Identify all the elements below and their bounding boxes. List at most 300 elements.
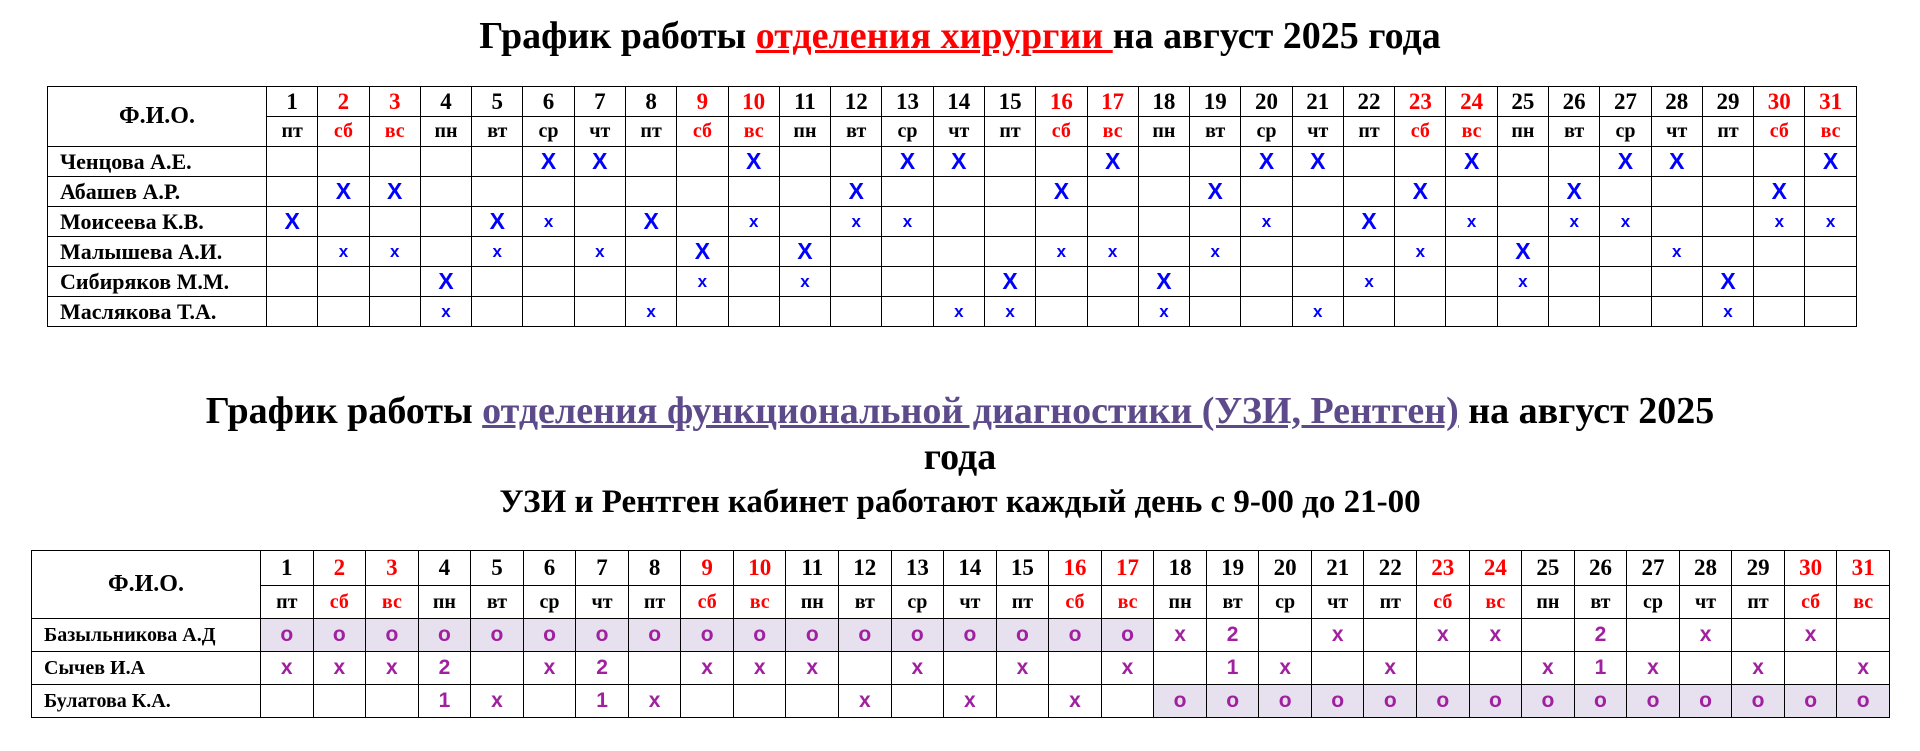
schedule-mark: X — [335, 178, 352, 204]
schedule-cell — [574, 237, 625, 267]
day-number: 5 — [472, 87, 523, 117]
day-number: 30 — [1784, 551, 1837, 586]
schedule-cell — [366, 652, 419, 685]
schedule-cell — [1395, 237, 1446, 267]
schedule-mark: x — [595, 241, 605, 261]
weekday: вс — [728, 117, 779, 147]
schedule-cell — [366, 685, 419, 718]
weekday: пт — [267, 117, 318, 147]
day-number: 17 — [1101, 551, 1154, 586]
schedule-mark: x — [441, 301, 451, 321]
schedule-cell — [523, 147, 574, 177]
weekday: ср — [891, 586, 944, 619]
schedule-cell — [1805, 147, 1856, 177]
schedule-cell — [1522, 619, 1575, 652]
schedule-cell — [1754, 177, 1805, 207]
schedule-cell — [1311, 619, 1364, 652]
weekday: пн — [1522, 586, 1575, 619]
weekday: сб — [1754, 117, 1805, 147]
staff-name: Сычев И.А — [32, 652, 261, 685]
schedule-cell — [1754, 297, 1805, 327]
schedule-cell — [1036, 177, 1087, 207]
schedule-cell — [933, 237, 984, 267]
schedule-cell — [418, 652, 471, 685]
weekday: пн — [1497, 117, 1548, 147]
schedule-mark: o — [1383, 689, 1397, 712]
schedule-mark: X — [1822, 148, 1839, 174]
weekday: чт — [933, 117, 984, 147]
schedule-cell — [1651, 147, 1702, 177]
weekday: чт — [1679, 586, 1732, 619]
schedule-cell — [523, 685, 576, 718]
schedule-cell — [1600, 237, 1651, 267]
schedule-cell — [369, 267, 420, 297]
schedule-cell — [1138, 297, 1189, 327]
day-number: 31 — [1805, 87, 1856, 117]
day-number: 12 — [831, 87, 882, 117]
schedule-cell — [882, 237, 933, 267]
schedule-cell — [1600, 267, 1651, 297]
weekday: вт — [831, 117, 882, 147]
schedule-mark: x — [1466, 211, 1477, 231]
schedule-mark: X — [1104, 148, 1121, 174]
schedule-cell — [625, 297, 676, 327]
schedule-mark: x — [858, 689, 871, 712]
schedule-cell — [267, 237, 318, 267]
schedule-mark: X — [489, 208, 505, 234]
schedule-cell — [779, 177, 830, 207]
staff-name: Моисеева К.В. — [48, 207, 267, 237]
schedule-cell — [1805, 207, 1856, 237]
schedule-cell — [1138, 237, 1189, 267]
schedule-cell — [1417, 652, 1470, 685]
schedule-cell — [261, 685, 314, 718]
schedule-cell — [313, 619, 366, 652]
schedule-mark: X — [1310, 148, 1326, 174]
schedule-cell — [831, 267, 882, 297]
schedule-mark: o — [1436, 689, 1450, 712]
weekday: ср — [1627, 586, 1680, 619]
schedule-cell — [523, 177, 574, 207]
schedule-cell — [420, 147, 471, 177]
schedule-cell — [420, 237, 471, 267]
schedule-mark: x — [1647, 656, 1659, 679]
schedule-mark: x — [697, 271, 708, 291]
schedule-cell — [1837, 619, 1890, 652]
schedule-mark: X — [694, 238, 711, 264]
staff-name: Абашев А.Р. — [48, 177, 267, 207]
diagnostics-title-highlight: отделения функциональной диагностики (УЗИ, Рентген) — [482, 390, 1459, 432]
day-number: 23 — [1395, 87, 1446, 117]
schedule-cell — [1241, 177, 1292, 207]
schedule-mark: X — [1156, 268, 1172, 294]
schedule-mark: x — [1331, 623, 1344, 646]
schedule-cell — [831, 177, 882, 207]
weekday: пт — [1343, 117, 1394, 147]
diagnostics-title: График работы отделения функциональной диагностики (УЗИ, Рентген) на август 2025 — [205, 390, 1715, 432]
weekday: пн — [1154, 586, 1207, 619]
day-number: 15 — [984, 87, 1035, 117]
schedule-cell — [1549, 147, 1600, 177]
schedule-cell — [1190, 207, 1241, 237]
schedule-cell — [728, 207, 779, 237]
weekday: пт — [1702, 117, 1753, 147]
schedule-cell — [984, 147, 1035, 177]
schedule-mark: x — [851, 211, 861, 231]
schedule-mark: X — [1207, 178, 1223, 204]
weekday: чт — [1651, 117, 1702, 147]
schedule-cell — [1446, 267, 1497, 297]
day-number: 27 — [1600, 87, 1651, 117]
schedule-cell — [1574, 619, 1627, 652]
schedule-cell — [728, 267, 779, 297]
weekday: вт — [472, 117, 523, 147]
schedule-cell — [1702, 147, 1753, 177]
schedule-cell — [261, 652, 314, 685]
schedule-cell — [1600, 297, 1651, 327]
schedule-mark: 1 — [1226, 656, 1239, 679]
day-number: 21 — [1311, 551, 1364, 586]
schedule-mark: x — [1107, 241, 1118, 261]
schedule-cell — [677, 147, 728, 177]
schedule-cell — [1651, 177, 1702, 207]
day-number: 23 — [1417, 551, 1470, 586]
schedule-cell — [1259, 619, 1312, 652]
schedule-cell — [1549, 207, 1600, 237]
schedule-cell — [472, 177, 523, 207]
schedule-cell — [733, 652, 786, 685]
schedule-cell — [472, 267, 523, 297]
schedule-mark: x — [543, 211, 554, 231]
schedule-mark: x — [1723, 301, 1733, 321]
schedule-mark: o — [1751, 689, 1765, 712]
schedule-cell — [1469, 652, 1522, 685]
header-row-days — [32, 551, 1890, 586]
weekday: пт — [1732, 586, 1785, 619]
schedule-mark: X — [643, 208, 659, 234]
schedule-mark: x — [1542, 656, 1554, 679]
schedule-cell — [420, 177, 471, 207]
schedule-mark: x — [1699, 623, 1712, 646]
day-number: 5 — [471, 551, 524, 586]
schedule-mark: o — [805, 623, 819, 646]
schedule-cell — [1343, 207, 1394, 237]
schedule-cell — [1446, 207, 1497, 237]
schedule-cell — [1138, 177, 1189, 207]
schedule-cell — [1292, 177, 1343, 207]
schedule-mark: 2 — [1226, 623, 1239, 646]
schedule-mark: x — [1384, 656, 1397, 679]
schedule-mark: o — [1856, 689, 1870, 712]
day-number: 6 — [523, 87, 574, 117]
day-number: 7 — [574, 87, 625, 117]
staff-row — [48, 147, 1857, 177]
schedule-cell — [779, 237, 830, 267]
day-number: 17 — [1087, 87, 1138, 117]
schedule-cell — [1702, 267, 1753, 297]
day-number: 20 — [1241, 87, 1292, 117]
schedule-mark: X — [1720, 268, 1736, 294]
schedule-cell — [267, 267, 318, 297]
schedule-cell — [1732, 619, 1785, 652]
day-number: 13 — [882, 87, 933, 117]
surgery-title-highlight: отделения хирургии — [755, 15, 1113, 57]
schedule-cell — [1805, 177, 1856, 207]
schedule-mark: o — [1646, 689, 1660, 712]
schedule-mark: x — [389, 241, 400, 261]
schedule-mark: X — [592, 148, 608, 174]
schedule-mark: x — [806, 656, 819, 679]
schedule-cell — [1784, 619, 1837, 652]
staff-row — [32, 652, 1890, 685]
schedule-cell — [625, 267, 676, 297]
schedule-mark: o — [595, 623, 609, 646]
weekday: пт — [1364, 586, 1417, 619]
schedule-cell — [1805, 237, 1856, 267]
day-number: 31 — [1837, 551, 1890, 586]
schedule-cell — [369, 177, 420, 207]
day-number: 19 — [1190, 87, 1241, 117]
schedule-cell — [1190, 267, 1241, 297]
schedule-cell — [625, 177, 676, 207]
schedule-cell — [1522, 685, 1575, 718]
schedule-cell — [1732, 652, 1785, 685]
schedule-mark: o — [1541, 689, 1555, 712]
day-number: 12 — [839, 551, 892, 586]
schedule-mark: x — [1825, 211, 1836, 231]
day-number: 16 — [1036, 87, 1087, 117]
schedule-cell — [1241, 207, 1292, 237]
schedule-cell — [313, 652, 366, 685]
schedule-cell — [1574, 652, 1627, 685]
weekday: пн — [779, 117, 830, 147]
weekday: вт — [471, 586, 524, 619]
schedule-cell — [574, 147, 625, 177]
day-number: 8 — [628, 551, 681, 586]
schedule-cell — [1259, 685, 1312, 718]
schedule-mark: x — [333, 656, 346, 679]
day-number: 25 — [1497, 87, 1548, 117]
schedule-cell — [933, 267, 984, 297]
schedule-cell — [1343, 177, 1394, 207]
day-number: 4 — [418, 551, 471, 586]
schedule-mark: o — [332, 623, 346, 646]
schedule-mark: 1 — [1594, 656, 1607, 679]
weekday: ср — [1241, 117, 1292, 147]
schedule-cell — [523, 267, 574, 297]
schedule-cell — [1417, 619, 1470, 652]
schedule-cell — [1087, 207, 1138, 237]
schedule-mark: x — [280, 656, 293, 679]
schedule-mark: o — [963, 623, 977, 646]
schedule-cell — [728, 147, 779, 177]
staff-name: Булатова К.А. — [32, 685, 261, 718]
schedule-mark: o — [1488, 689, 1502, 712]
schedule-cell — [1702, 297, 1753, 327]
schedule-cell — [1702, 237, 1753, 267]
weekday: чт — [574, 117, 625, 147]
schedule-cell — [882, 177, 933, 207]
schedule-mark: x — [1415, 241, 1426, 261]
weekday: пн — [786, 586, 839, 619]
schedule-mark: X — [1566, 178, 1582, 204]
schedule-cell — [733, 685, 786, 718]
schedule-cell — [933, 297, 984, 327]
day-number: 13 — [891, 551, 944, 586]
schedule-cell — [1087, 267, 1138, 297]
weekday: ср — [1259, 586, 1312, 619]
schedule-mark: o — [490, 623, 504, 646]
schedule-cell — [891, 619, 944, 652]
schedule-cell — [318, 207, 369, 237]
day-number: 18 — [1154, 551, 1207, 586]
weekday: ср — [882, 117, 933, 147]
staff-row — [32, 685, 1890, 718]
schedule-cell — [1154, 619, 1207, 652]
weekday: сб — [1049, 586, 1102, 619]
weekday: пт — [996, 586, 1049, 619]
schedule-mark: o — [1331, 689, 1345, 712]
schedule-mark: x — [491, 689, 503, 712]
schedule-cell — [1651, 237, 1702, 267]
schedule-mark: x — [1774, 211, 1785, 231]
schedule-cell — [1417, 685, 1470, 718]
schedule-cell — [786, 652, 839, 685]
schedule-mark: x — [753, 656, 766, 679]
schedule-cell — [1241, 267, 1292, 297]
schedule-cell — [313, 685, 366, 718]
schedule-mark: X — [951, 148, 967, 174]
schedule-cell — [523, 237, 574, 267]
schedule-cell — [523, 619, 576, 652]
weekday: сб — [1784, 586, 1837, 619]
schedule-mark: x — [1518, 271, 1528, 291]
schedule-cell — [1679, 619, 1732, 652]
schedule-mark: x — [1056, 241, 1067, 261]
schedule-mark: o — [1068, 623, 1082, 646]
schedule-cell — [1600, 207, 1651, 237]
schedule-mark: x — [1069, 689, 1081, 712]
schedule-cell — [1446, 147, 1497, 177]
schedule-cell — [1627, 652, 1680, 685]
schedule-cell — [984, 177, 1035, 207]
schedule-cell — [523, 652, 576, 685]
schedule-mark: X — [438, 268, 454, 294]
schedule-cell — [944, 619, 997, 652]
schedule-cell — [1497, 147, 1548, 177]
schedule-mark: o — [700, 623, 714, 646]
schedule-mark: o — [1594, 689, 1607, 712]
day-number: 24 — [1446, 87, 1497, 117]
schedule-cell — [831, 207, 882, 237]
schedule-mark: X — [848, 178, 864, 204]
schedule-cell — [1292, 267, 1343, 297]
schedule-cell — [318, 237, 369, 267]
schedule-cell — [944, 652, 997, 685]
schedule-cell — [1679, 652, 1732, 685]
day-number: 11 — [786, 551, 839, 586]
weekday: сб — [1417, 586, 1470, 619]
weekday: пт — [261, 586, 314, 619]
schedule-mark: 1 — [596, 689, 608, 712]
schedule-mark: x — [1752, 656, 1764, 679]
weekday: ср — [1600, 117, 1651, 147]
weekday: вс — [733, 586, 786, 619]
schedule-cell — [420, 207, 471, 237]
schedule-cell — [1364, 685, 1417, 718]
weekday: чт — [576, 586, 629, 619]
schedule-cell — [1259, 652, 1312, 685]
schedule-cell — [471, 685, 524, 718]
schedule-cell — [1101, 652, 1154, 685]
weekday: вс — [1837, 586, 1890, 619]
schedule-cell — [1805, 297, 1856, 327]
schedule-cell — [1036, 147, 1087, 177]
day-number: 21 — [1292, 87, 1343, 117]
schedule-cell — [1292, 237, 1343, 267]
schedule-cell — [1049, 685, 1102, 718]
schedule-mark: o — [753, 623, 767, 646]
day-number: 28 — [1679, 551, 1732, 586]
weekday: вс — [1446, 117, 1497, 147]
schedule-cell — [1087, 297, 1138, 327]
diagnostics-schedule-table — [31, 550, 1890, 718]
schedule-cell — [1292, 297, 1343, 327]
schedule-cell — [779, 147, 830, 177]
schedule-cell — [728, 297, 779, 327]
schedule-mark: x — [701, 656, 713, 679]
day-number: 14 — [933, 87, 984, 117]
schedule-cell — [839, 619, 892, 652]
day-number: 4 — [420, 87, 471, 117]
schedule-mark: o — [910, 623, 924, 646]
schedule-mark: o — [438, 623, 451, 646]
schedule-mark: x — [954, 301, 964, 321]
schedule-cell — [1446, 177, 1497, 207]
schedule-cell — [420, 297, 471, 327]
weekday: вс — [1087, 117, 1138, 147]
schedule-cell — [1101, 619, 1154, 652]
weekday: вс — [1101, 586, 1154, 619]
schedule-cell — [779, 207, 830, 237]
header-row-weekdays — [48, 117, 1857, 147]
schedule-cell — [1395, 177, 1446, 207]
day-number: 3 — [366, 551, 419, 586]
schedule-cell — [677, 207, 728, 237]
day-number: 10 — [728, 87, 779, 117]
staff-name: Малышева А.И. — [48, 237, 267, 267]
schedule-cell — [369, 147, 420, 177]
weekday: сб — [677, 117, 728, 147]
schedule-cell — [1087, 237, 1138, 267]
schedule-cell — [1036, 237, 1087, 267]
schedule-cell — [267, 147, 318, 177]
schedule-cell — [472, 207, 523, 237]
schedule-mark: X — [540, 148, 557, 174]
surgery-title: График работы отделения хирургии на август 2025 года — [479, 15, 1441, 57]
day-number: 3 — [369, 87, 420, 117]
schedule-cell — [1651, 297, 1702, 327]
schedule-cell — [1206, 685, 1259, 718]
schedule-cell — [472, 147, 523, 177]
schedule-mark: x — [1279, 656, 1291, 679]
diagnostics-subtitle: УЗИ и Рентген кабинет работают каждый день с 9-00 до 21-00 — [499, 484, 1421, 520]
schedule-cell — [1702, 177, 1753, 207]
schedule-cell — [1049, 619, 1102, 652]
staff-row — [32, 619, 1890, 652]
weekday: пт — [625, 117, 676, 147]
schedule-cell — [1446, 297, 1497, 327]
